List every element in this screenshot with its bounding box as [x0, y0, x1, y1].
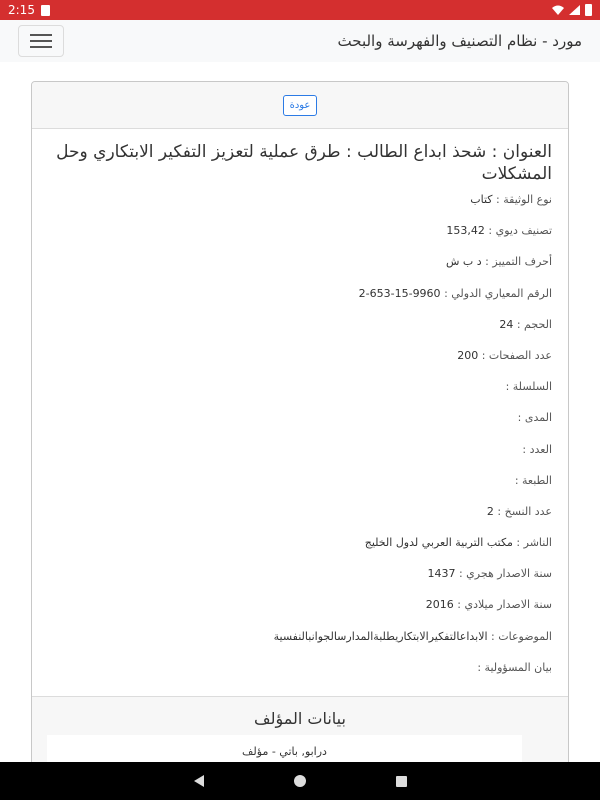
- field-value: 2: [486, 504, 494, 518]
- field-label: نوع الوثيقة :: [496, 193, 552, 206]
- field-row: [48, 441, 552, 472]
- field-row: [48, 659, 552, 690]
- field-row: [48, 378, 552, 409]
- field-value: 153,42: [446, 224, 485, 238]
- field-value: الابداعالتفكيرالابتكاريطلبةالمدارسالجوانبالنفسية: [273, 629, 488, 643]
- card-body: [32, 129, 568, 690]
- field-label: سنة الاصدار هجري :: [458, 567, 552, 581]
- status-bar: [0, 0, 600, 20]
- battery-icon: [585, 4, 592, 16]
- field-value: 200: [457, 348, 479, 362]
- back-button[interactable]: عودة: [283, 95, 318, 116]
- field-label: العدد :: [522, 442, 552, 456]
- field-label: المدى :: [517, 411, 552, 425]
- author-entry: درابو, باتي - مؤلف: [47, 735, 522, 781]
- title-value: شحذ ابداع الطالب : طرق عملية لتعزيز التفكير الابتكاري وحل المشكلات: [56, 142, 552, 184]
- field-list: [48, 191, 552, 690]
- field-label: سنة الاصدار ميلادي :: [457, 598, 552, 612]
- field-label: تصنيف ديوي :: [488, 224, 552, 238]
- field-label: أحرف التمييز :: [485, 255, 552, 269]
- field-label: الحجم :: [516, 317, 552, 331]
- field-value: 9960-15-653-2: [358, 286, 441, 300]
- wifi-icon: [552, 5, 564, 15]
- field-label: عدد الصفحات :: [481, 348, 552, 362]
- field-row: [48, 472, 552, 503]
- field-value: 2016: [425, 598, 454, 612]
- signal-icon: [569, 5, 580, 15]
- field-label: الموضوعات :: [491, 629, 552, 643]
- field-label: السلسلة :: [505, 380, 552, 394]
- field-row: [48, 565, 552, 596]
- record-title: [48, 141, 552, 185]
- system-nav-bar: [0, 762, 600, 800]
- field-row: [48, 596, 552, 627]
- field-row: [48, 503, 552, 534]
- field-row: [48, 316, 552, 347]
- field-label: بيان المسؤولية :: [477, 660, 552, 674]
- status-time: 2:15: [8, 3, 35, 17]
- card-header: [32, 82, 568, 129]
- author-section-title: بيانات المؤلف: [254, 709, 346, 728]
- main-content: [0, 62, 600, 762]
- field-value: كتاب: [470, 193, 493, 206]
- field-row: [48, 534, 552, 565]
- app-bar: [0, 20, 600, 62]
- field-row: [48, 628, 552, 659]
- title-label: العنوان :: [491, 142, 552, 162]
- field-label: الناشر :: [516, 536, 552, 550]
- field-label: الطبعة :: [514, 473, 552, 487]
- nav-home-icon[interactable]: [294, 775, 306, 787]
- hamburger-line: [30, 40, 52, 42]
- record-card: [31, 81, 569, 781]
- field-value: مكتب التربية العربي لدول الخليج: [364, 536, 513, 550]
- field-label: الرقم المعياري الدولي :: [444, 286, 552, 300]
- nav-recents-icon[interactable]: [396, 776, 407, 787]
- sim-card-icon: [41, 5, 50, 16]
- field-row: [48, 222, 552, 253]
- field-row: [48, 253, 552, 284]
- field-row: [48, 285, 552, 316]
- hamburger-line: [30, 34, 52, 36]
- field-label: عدد النسخ :: [497, 504, 552, 518]
- field-row: [48, 409, 552, 440]
- nav-back-icon[interactable]: [194, 775, 204, 787]
- field-value: 24: [499, 317, 514, 331]
- field-row: [48, 191, 552, 222]
- field-row: [48, 347, 552, 378]
- field-value: 1437: [427, 567, 456, 581]
- menu-toggle-button[interactable]: [18, 25, 64, 57]
- hamburger-line: [30, 46, 52, 48]
- field-value: د ب ش: [445, 255, 482, 269]
- app-brand[interactable]: مورد - نظام التصنيف والفهرسة والبحث: [337, 32, 582, 50]
